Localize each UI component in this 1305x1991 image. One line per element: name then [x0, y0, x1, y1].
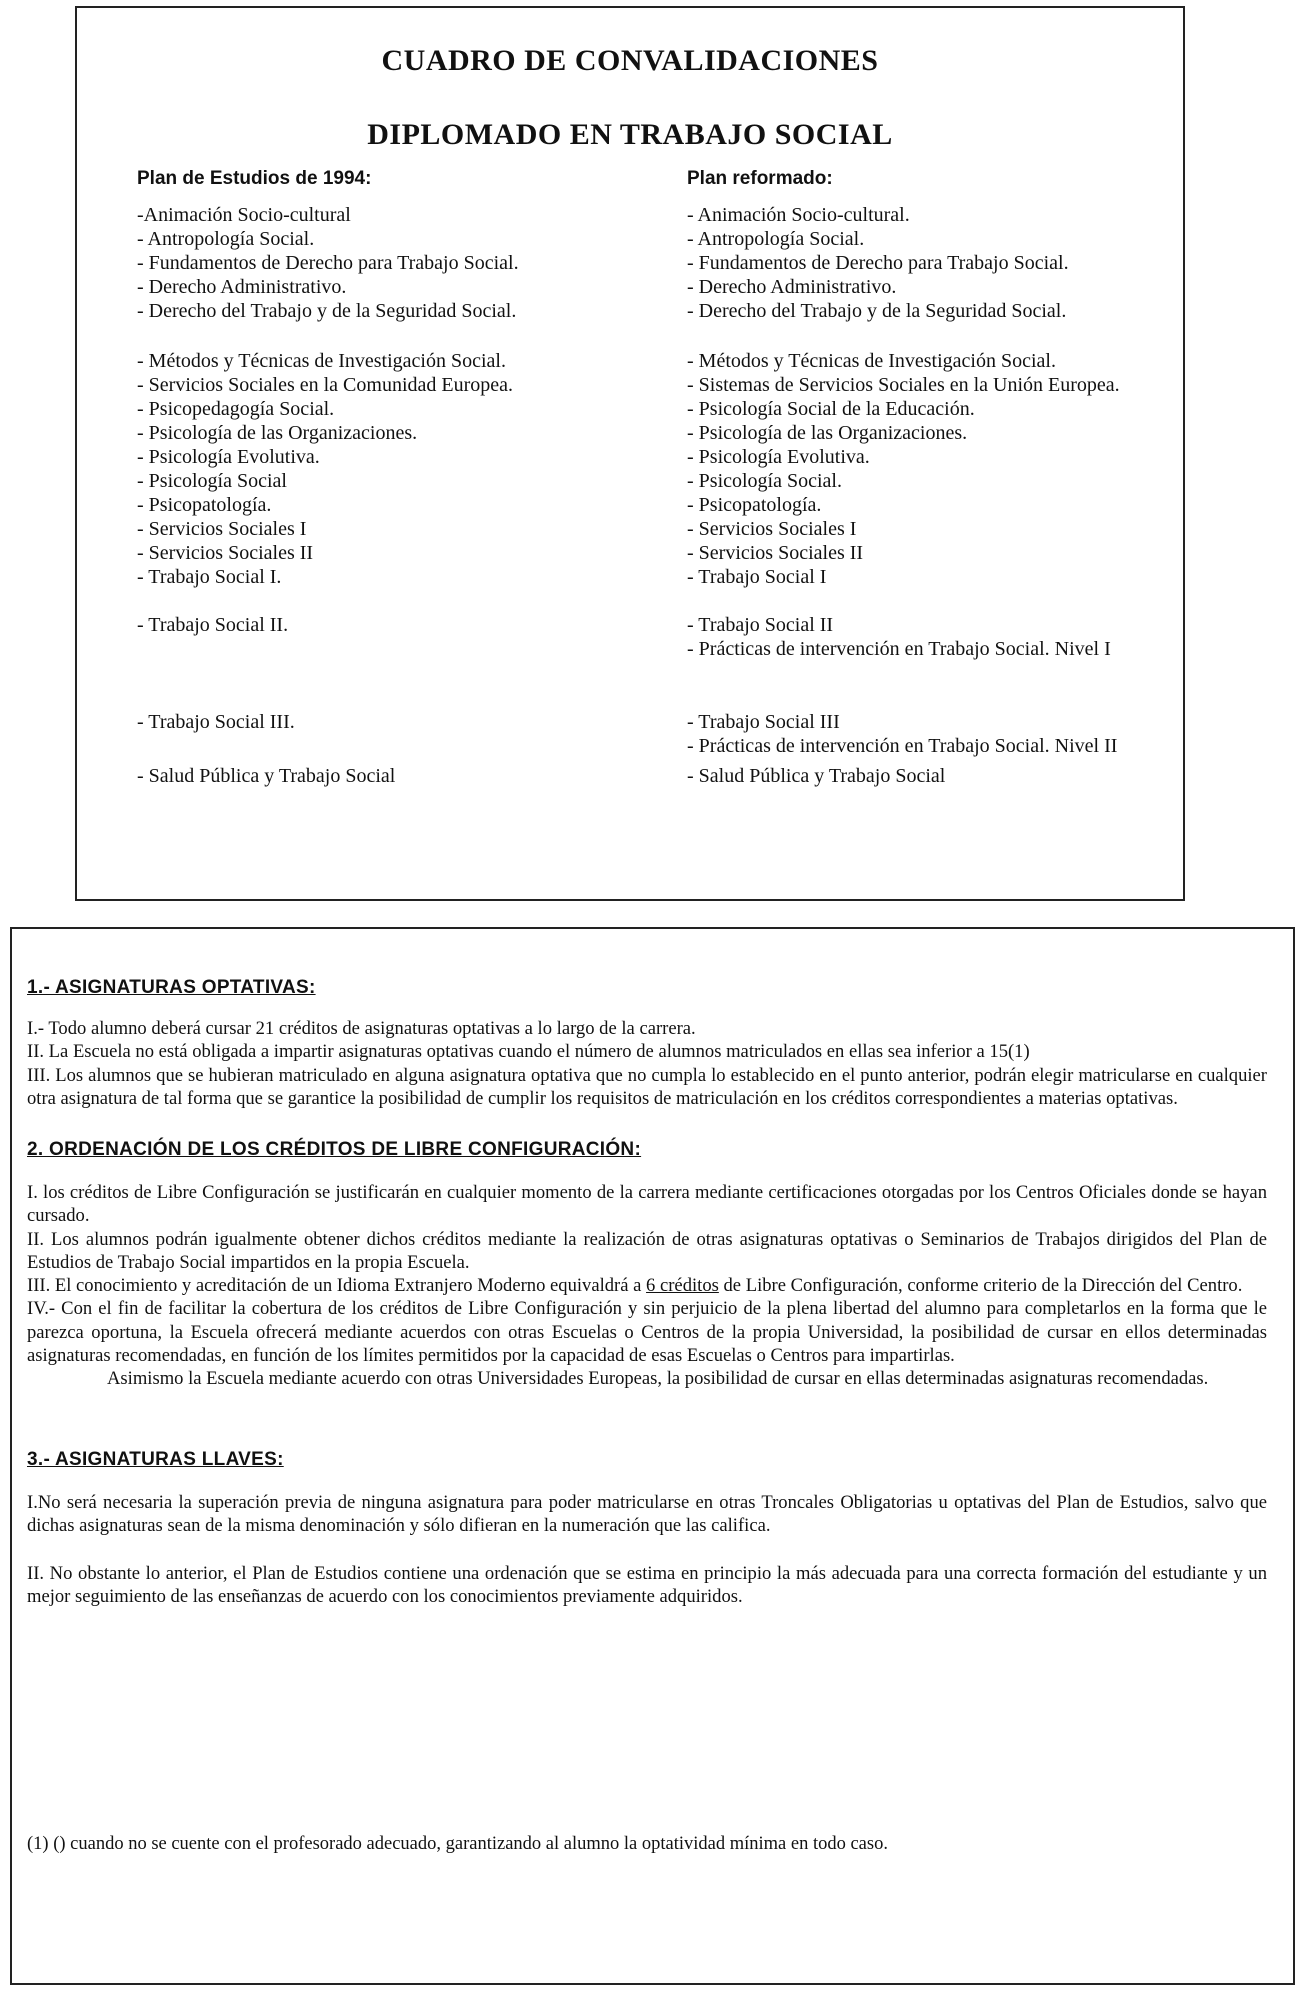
list-item: - Servicios Sociales en la Comunidad Europea. [137, 374, 514, 396]
list-item: - Psicología Social [137, 470, 287, 492]
paragraph: II. La Escuela no está obligada a impartir asignaturas optativas cuando el número de alumnos matriculados en ellas sea inferior a 15(1) [27, 1041, 1030, 1063]
list-item: - Servicios Sociales II [137, 542, 314, 564]
document-title: CUADRO DE CONVALIDACIONES [381, 44, 879, 77]
rules-box [10, 927, 1295, 1985]
section-libre-configuracion-body [27, 1181, 1267, 1391]
list-item: - Psicología Social. [687, 470, 842, 492]
list-item: - Trabajo Social II. [137, 614, 289, 636]
list-item: - Psicología Social de la Educación. [687, 398, 975, 420]
list-item: - Derecho Administrativo. [687, 276, 897, 298]
list-item: - Derecho del Trabajo y de la Seguridad Social. [137, 300, 517, 322]
list-item: - Psicopatología. [687, 494, 822, 516]
paragraph-text: de Libre Configuración, conforme criterio de la Dirección del Centro. [718, 1275, 1243, 1297]
list-item: - Métodos y Técnicas de Investigación Social. [687, 350, 1056, 372]
section-title-asignaturas-llaves: 3.- ASIGNATURAS LLAVES: [27, 1449, 284, 1470]
list-item: - Sistemas de Servicios Sociales en la Unión Europea. [687, 374, 1120, 396]
list-item: - Trabajo Social III. [137, 711, 295, 733]
list-item: - Psicología de las Organizaciones. [687, 422, 968, 444]
section-optativas-body [27, 1017, 1267, 1110]
paragraph: II. No obstante lo anterior, el Plan de Estudios contiene una ordenación que se estima en principio la más adecuada para una correcta formación del estudiante y un mejor seguimiento de las enseñanzas de acuerdo con los conocimientos previamente adquiridos. [27, 1562, 1267, 1607]
list-item: - Prácticas de intervención en Trabajo Social. Nivel II [687, 735, 1118, 757]
list-item: - Psicología Evolutiva. [137, 446, 320, 468]
footnote: (1) () cuando no se cuente con el profesorado adecuado, garantizando al alumno la optatividad mínima en todo caso. [27, 1834, 888, 1854]
list-item: - Derecho del Trabajo y de la Seguridad Social. [687, 300, 1067, 322]
list-item: - Trabajo Social III [687, 711, 840, 733]
list-item: - Trabajo Social II [687, 614, 834, 636]
document-subtitle: DIPLOMADO EN TRABAJO SOCIAL [367, 118, 893, 151]
list-item: - Trabajo Social I. [137, 566, 282, 588]
list-item: - Psicología de las Organizaciones. [137, 422, 418, 444]
paragraph: III. Los alumnos que se hubieran matriculado en alguna asignatura optativa que no cumpla lo establecido en el punto anterior, podrán elegir matricularse en cualquier otra asignatura de tal forma que se garantice la posibilidad de cumplir los requisitos de matriculación en los créditos correspondientes a materias optativas. [27, 1064, 1267, 1109]
paragraph: II. Los alumnos podrán igualmente obtener dichos créditos mediante la realización de otras asignaturas optativas o Seminarios de Trabajos dirigidos del Plan de Estudios de Trabajo Social impartidos en la propia Escuela. [27, 1228, 1267, 1273]
paragraph [27, 1274, 1267, 1297]
list-item: - Psicopedagogía Social. [137, 398, 335, 420]
paragraph-text: III. El conocimiento y acreditación de un Idioma Extranjero Moderno equivaldrá a [27, 1275, 647, 1297]
paragraph: I.No será necesaria la superación previa de ninguna asignatura para poder matricularse en otras Troncales Obligatorias u optativas del Plan de Estudios, salvo que dichas asignaturas sean de la misma denominación y sólo difieran en la numeración que las califica. [27, 1492, 1267, 1537]
list-item: - Prácticas de intervención en Trabajo Social. Nivel I [687, 638, 1111, 660]
list-item: - Servicios Sociales II [687, 542, 864, 564]
paragraph: I. los créditos de Libre Configuración se justificarán en cualquier momento de la carrera mediante certificaciones otorgadas por los Centros Oficiales donde se hayan cursado. [27, 1182, 1267, 1227]
right-column-heading: Plan reformado: [687, 168, 833, 189]
section-title-libre-configuracion: 2. ORDENACIÓN DE LOS CRÉDITOS DE LIBRE CONFIGURACIÓN: [27, 1139, 642, 1160]
list-item: - Animación Socio-cultural. [687, 204, 910, 226]
list-item: - Derecho Administrativo. [137, 276, 347, 298]
paragraph: Asimismo la Escuela mediante acuerdo con otras Universidades Europeas, la posibilidad de cursar en ellas determinadas asignaturas recomendadas. [107, 1368, 1209, 1390]
convalidation-table-box [75, 6, 1185, 901]
list-item: - Psicología Evolutiva. [687, 446, 870, 468]
list-item: - Fundamentos de Derecho para Trabajo Social. [137, 252, 519, 274]
paragraph: I.- Todo alumno deberá cursar 21 créditos de asignaturas optativas a lo largo de la carrera. [27, 1018, 696, 1039]
list-item: - Trabajo Social I [687, 566, 827, 588]
section-asignaturas-llaves-body [27, 1491, 1267, 1608]
left-column-heading: Plan de Estudios de 1994: [137, 168, 372, 189]
list-item: - Salud Pública y Trabajo Social [137, 765, 396, 787]
list-item: -Animación Socio-cultural [137, 204, 351, 226]
list-item: - Psicopatología. [137, 494, 272, 516]
paragraph: IV.- Con el fin de facilitar la cobertura de los créditos de Libre Configuración y sin perjuicio de la plena libertad del alumno para completarlos en la forma que le parezca oportuna, la Escuela ofrecerá mediante acuerdos con otras Escuelas o Centros de la propia Universidad, la posibilidad de cursar en ellos determinadas asignaturas recomendadas, en función de los límites permitidos por la capacidad de esas Escuelas o Centros para impartirlas. [27, 1298, 1267, 1367]
list-item: - Servicios Sociales I [687, 518, 857, 540]
list-item: - Antropología Social. [137, 228, 315, 250]
list-item: - Antropología Social. [687, 228, 865, 250]
section-title-optativas: 1.- ASIGNATURAS OPTATIVAS: [27, 977, 316, 998]
list-item: - Fundamentos de Derecho para Trabajo Social. [687, 252, 1069, 274]
list-item: - Métodos y Técnicas de Investigación Social. [137, 350, 506, 372]
list-item: - Servicios Sociales I [137, 518, 307, 540]
list-item: - Salud Pública y Trabajo Social [687, 765, 946, 787]
credits-underlined: 6 créditos [646, 1275, 719, 1297]
